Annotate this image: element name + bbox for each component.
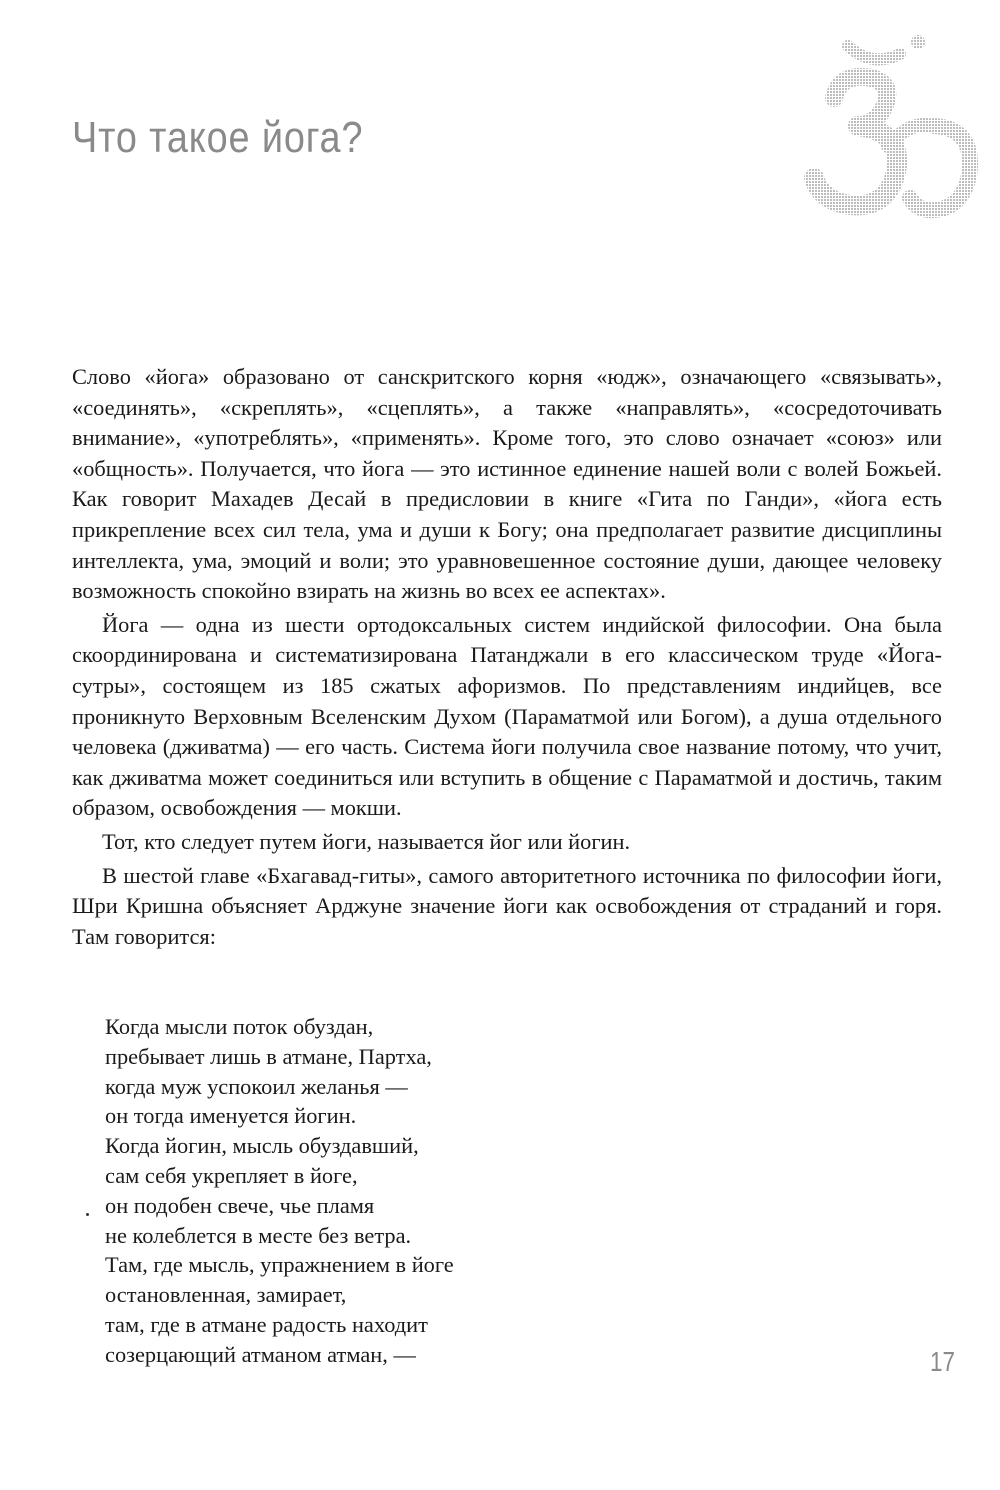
- poem-line: он тогда именуется йогин.: [105, 1103, 357, 1129]
- page-number: 17: [930, 1346, 955, 1377]
- poem-line: Когда мысли поток обуздан,: [105, 1014, 374, 1039]
- stray-dot: [86, 1213, 89, 1216]
- poem-line: там, где в атмане радость находит: [105, 1311, 428, 1337]
- body-text: [72, 362, 942, 952]
- om-watermark-icon: [800, 28, 985, 233]
- poem-line: остановленная, замирает,: [105, 1282, 347, 1308]
- poem-line: пребывает лишь в атмане, Партха,: [105, 1043, 432, 1069]
- paragraph-3: Тот, кто следует путем йоги, называется йог или йогин.: [102, 828, 631, 854]
- paragraph-1: Слово «йога» образовано от санскритского корня «юдж», означающего «связывать», «соединять», «скреплять», «сцеплять», а также «направлять», «сосредоточивать внимание», «употреблять», «применять». Кроме того, это слово означает «союз» или «общность». Получается, что йога — это истинное единение нашей воли с волей Божьей. Как говорит Махадев Десай в предисловии в книге «Гита по Ганди», «йога есть прикрепление всех сил тела, ума и души к Богу; она предполагает развитие дисциплины интеллекта, ума, эмоций и воли; это уравновешенное состояние души, дающее человеку возможность спокойно взирать на жизнь во всех ее аспектах».: [72, 364, 942, 604]
- poem-line: он подобен свече, чье пламя: [105, 1192, 375, 1218]
- poem-line: Когда йогин, мысль обуздавший,: [105, 1133, 419, 1159]
- poem-line: Там, где мысль, упражнением в йоге: [105, 1252, 454, 1278]
- paragraph-4: В шестой главе «Бхагавад-гиты», самого авторитетного источника по философии йоги, Шри Кришна объясняет Арджуне значение йоги как освобождения от страданий и горя. Там говорится:: [72, 862, 942, 949]
- poem-line: сам себя укрепляет в йоге,: [105, 1162, 358, 1188]
- poem-quote: [105, 1012, 705, 1370]
- chapter-title: Что такое йога?: [72, 113, 364, 162]
- paragraph-2: Йога — одна из шести ортодоксальных систем индийской философии. Она была скоординирована и систематизирована Патанджали в его классическом труде «Йога-сутры», состоящем из 185 сжатых афоризмов. По представлениям индийцев, все проникнуто Верховным Вселенским Духом (Параматмой или Богом), а душа отдельного человека (дживатма) — его часть. Система йоги получила свое название потому, что учит, как дживатма может соединиться или вступить в общение с Параматмой и достичь, таким образом, освобождения — мокши.: [72, 611, 942, 821]
- poem-line: созерцающий атманом атман, —: [105, 1341, 416, 1367]
- poem-line: не колеблется в месте без ветра.: [105, 1222, 412, 1248]
- poem-line: когда муж успокоил желанья —: [105, 1073, 408, 1099]
